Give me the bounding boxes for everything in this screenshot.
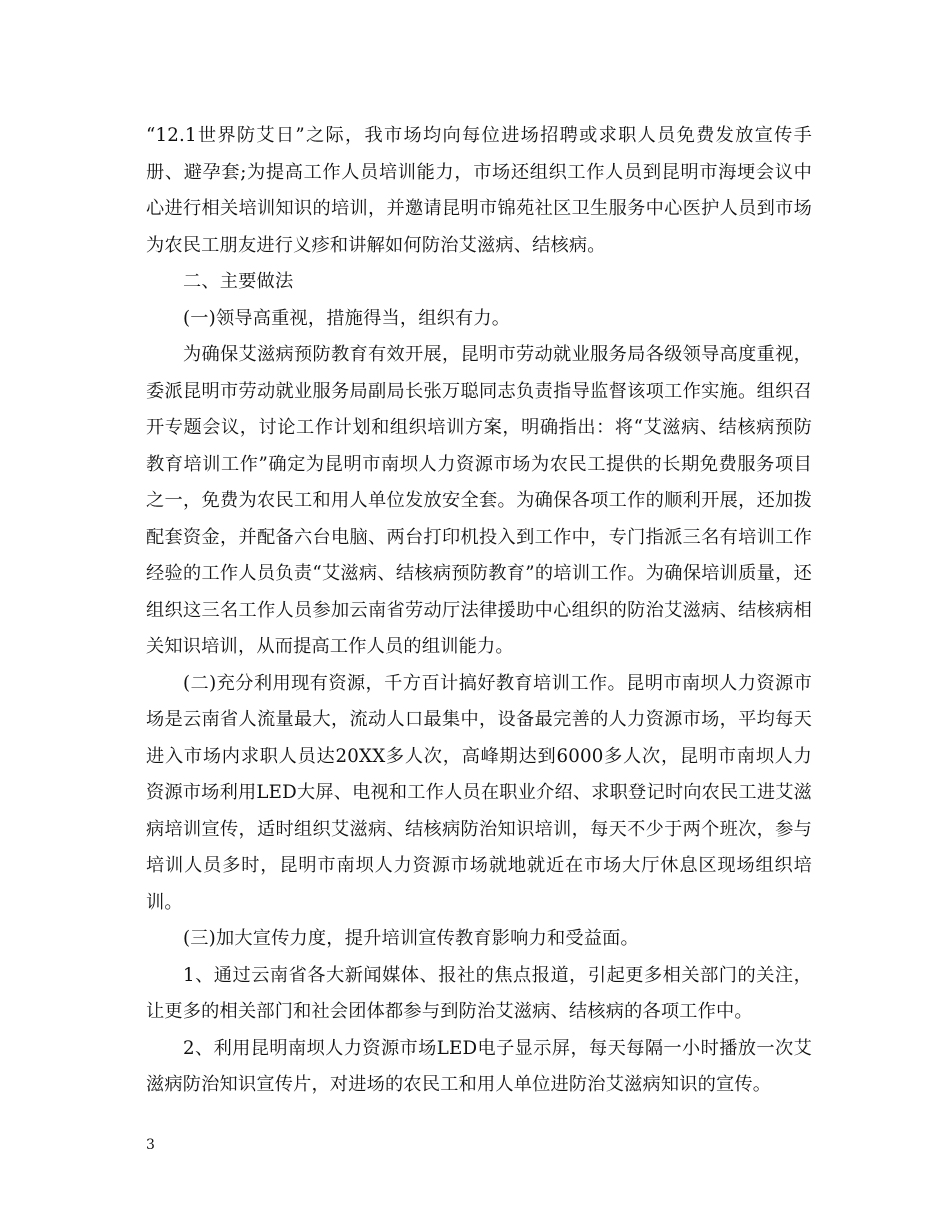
paragraph-leadership: 为确保艾滋病预防教育有效开展，昆明市劳动就业服务局各级领导高度重视，委派昆明市劳动就业服务局副局长张万聪同志负责指导监督该项工作实施。组织召开专题会议，讨论工作计划和组织培训方案，明确指出：将“艾滋病、结核病预防教育培训工作”确定为昆明市南坝人力资源市场为农民工提供的长期免费服务项目之一，免费为农民工和用人单位发放安全套。为确保各项工作的顺利开展，还加拨配套资金，并配备六台电脑、两台打印机投入到工作中，专门指派三名有培训工作经验的工作人员负责“艾滋病、结核病预防教育”的培训工作。为确保培训质量，还组织这三名工作人员参加云南省劳动厅法律援助中心组织的防治艾滋病、结核病相关知识培训，从而提高工作人员的组训能力。 bbox=[146, 344, 812, 657]
document-body bbox=[146, 118, 812, 1104]
paragraph-resources: (二)充分利用现有资源，千方百计搞好教育培训工作。昆明市南坝人力资源市场是云南省人流量最大，流动人口最集中，设备最完善的人力资源市场，平均每天进入市场内求职人员达20XX多人次，高峰期达到6000多人次，昆明市南坝人力资源市场利用LED大屏、电视和工作人员在职业介绍、求职登记时向农民工进艾滋病培训宣传，适时组织艾滋病、结核病防治知识培训，每天不少于两个班次，参与培训人员多时，昆明市南坝人力资源市场就地就近在市场大厅休息区现场组织培训。 bbox=[146, 672, 812, 913]
list-item-led-screen: 2、利用昆明南坝人力资源市场LED电子显示屏，每天每隔一小时播放一次艾滋病防治知识宣传片，对进场的农民工和用人单位进防治艾滋病知识的宣传。 bbox=[146, 1037, 812, 1095]
subheading-leadership: (一)领导高重视，措施得当，组织有力。 bbox=[183, 307, 511, 329]
subheading-publicity: (三)加大宣传力度，提升培训宣传教育影响力和受益面。 bbox=[183, 928, 639, 949]
section-heading-main-practices: 二、主要做法 bbox=[183, 271, 294, 292]
paragraph-intro-continuation: “12.1世界防艾日”之际，我市场均向每位进场招聘或求职人员免费发放宣传手册、避孕套;为提高工作人员培训能力，市场还组织工作人员到昆明市海埂会议中心进行相关培训知识的培训，并邀请昆明市锦苑社区卫生服务中心医护人员到市场为农民工朋友进行义疹和讲解如何防治艾滋病、结核病。 bbox=[146, 125, 812, 256]
page-number: 3 bbox=[146, 1137, 155, 1153]
list-item-media: 1、通过云南省各大新闻媒体、报社的焦点报道，引起更多相关部门的关注，让更多的相关部门和社会团体都参与到防治艾滋病、结核病的各项工作中。 bbox=[146, 964, 812, 1022]
